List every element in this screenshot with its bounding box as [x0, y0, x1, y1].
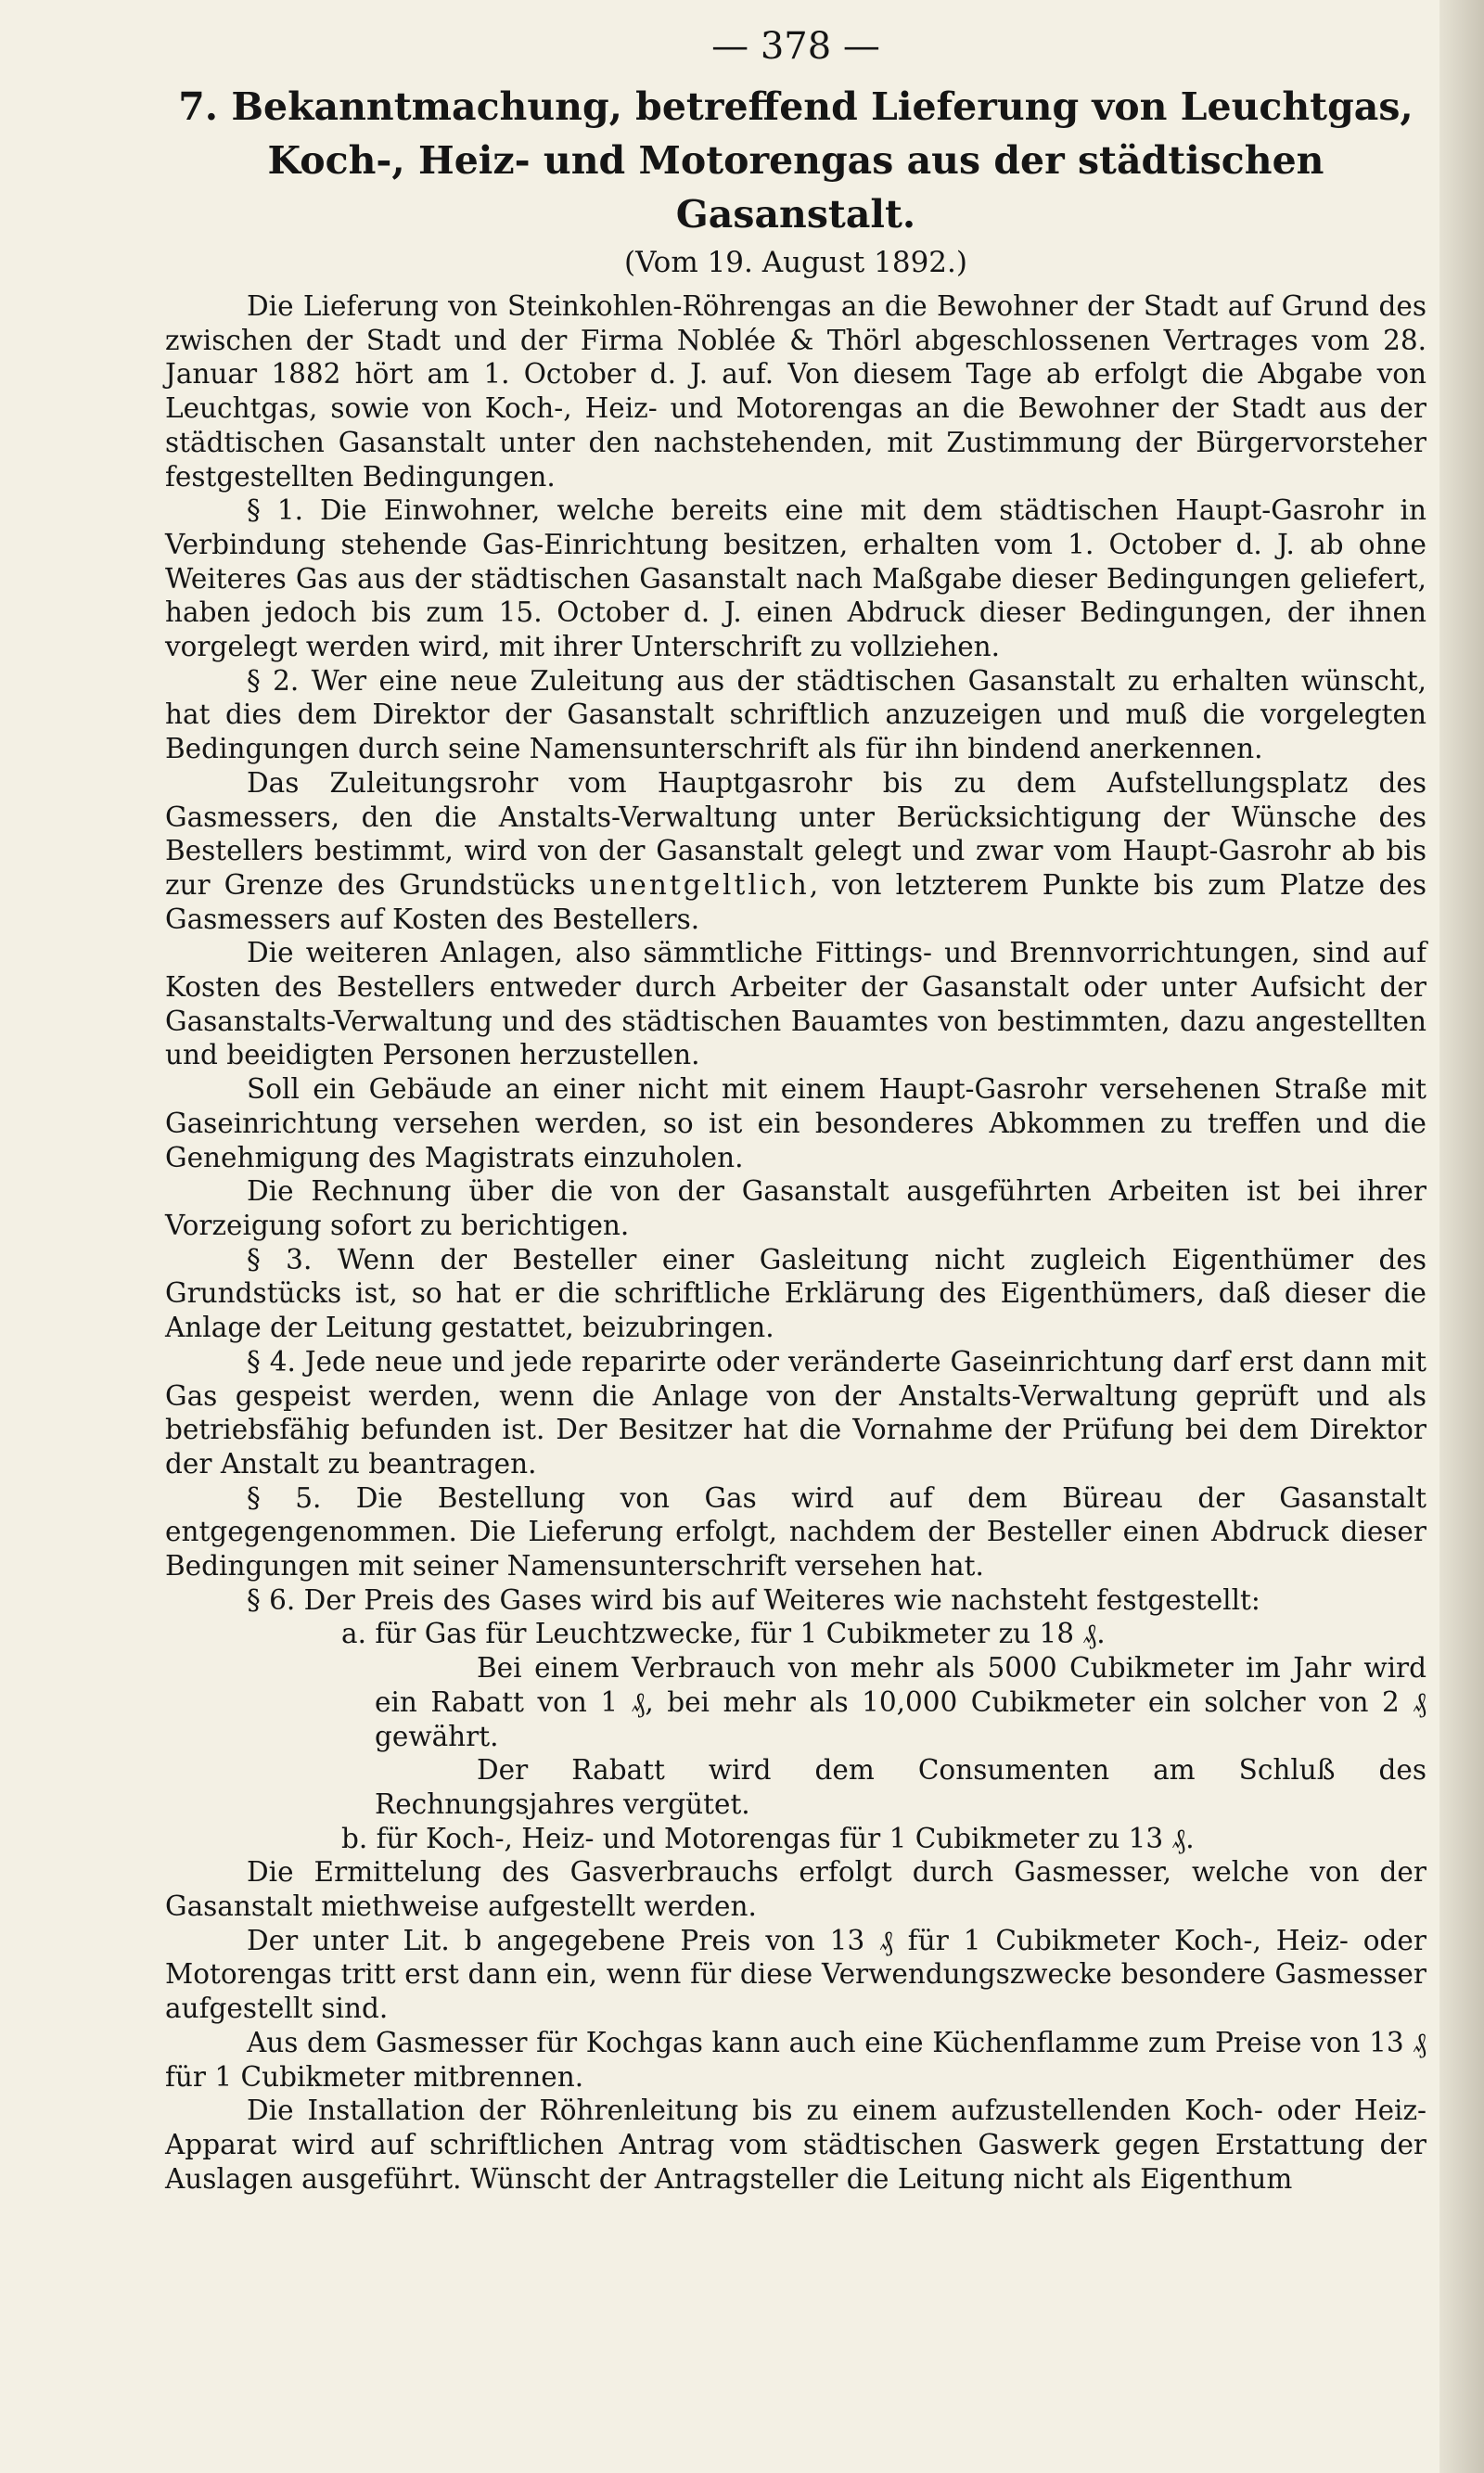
- section-1-paragraph: § 1. Die Einwohner, welche bereits eine mit dem städtischen Haupt-Gasrohr in Verbindung stehende Gas-Einrichtung besitzen, erhalten vom 1. October d. J. ab ohne Weiteres Gas aus der städtischen Gasanstalt nach Maßgabe dieser Bedingungen geliefert, haben jedoch bis zum 15. October d. J. einen Abdruck dieser Bedingungen, der ihnen vorgelegt werden wird, mit ihrer Unterschrift zu vollziehen.: [165, 494, 1426, 663]
- price-item-a-rebate: Bei einem Verbrauch von mehr als 5000 Cubikmeter im Jahr wird ein Rabatt von 1 ₰, bei mehr als 10,000 Cubikmeter ein solcher von 2 ₰ gewährt.: [375, 1652, 1426, 1752]
- page-edge-shadow: [1439, 0, 1484, 2473]
- price-condition-paragraph: Der unter Lit. b angegebene Preis von 13 ₰ für 1 Cubikmeter Koch-, Heiz- oder Motorengas tritt erst dann ein, wenn für diese Verwendungszwecke besondere Gasmesser aufgestellt sind.: [165, 1924, 1426, 2025]
- price-item-a-rebate-payment: Der Rabatt wird dem Consumenten am Schluß des Rechnungsjahres vergütet.: [375, 1754, 1426, 1820]
- section-6-paragraph: § 6. Der Preis des Gases wird bis auf Weiteres wie nachsteht festgestellt:: [247, 1583, 1260, 1616]
- pipe-text-emphasis: unentgeltlich: [589, 868, 810, 901]
- gas-meter-paragraph: Die Ermittelung des Gasverbrauchs erfolgt durch Gasmesser, welche von der Gasanstalt miethweise aufgestellt werden.: [165, 1856, 1426, 1923]
- intro-paragraph: Die Lieferung von Steinkohlen-Röhrengas an die Bewohner der Stadt auf Grund des zwischen der Stadt und der Firma Noblée & Thörl abgeschlossenen Vertrages vom 28. Januar 1882 hört am 1. October d. J. auf. Von diesem Tage ab erfolgt die Abgabe von Leuchtgas, sowie von Koch-, Heiz- und Motorengas an die Bewohner der Stadt aus der städtischen Gasanstalt unter den nachstehenden, mit Zustimmung der Bürgervorsteher festgestellten Bedingungen.: [165, 290, 1426, 493]
- pipe-text-end: , von letzterem Punkte bis zum Platze des Gasmessers auf Kosten des Bestellers.: [165, 868, 1426, 935]
- section-2-paragraph: § 2. Wer eine neue Zuleitung aus der städtischen Gasanstalt zu erhalten wünscht, hat dies dem Direktor der Gasanstalt schriftlich anzuzeigen und muß die vorgelegten Bedingungen durch seine Namensunterschrift als für ihn bindend anerkennen.: [165, 664, 1426, 765]
- section-3-paragraph: § 3. Wenn der Besteller einer Gasleitung nicht zugleich Eigenthümer des Grundstücks ist, so hat er die schriftliche Erklärung des Eigenthümers, daß dieser die Anlage der Leitung gestattet, beizubringen.: [165, 1243, 1426, 1344]
- price-item-a: a. für Gas für Leuchtzwecke, für 1 Cubikmeter zu 18 ₰.: [341, 1618, 1106, 1650]
- page-number: — 378 —: [711, 25, 880, 68]
- section-2-pipe-paragraph: [165, 766, 1426, 937]
- installation-paragraph: Die Installation der Röhrenleitung bis zu einem aufzustellenden Koch- oder Heiz-Apparat wird auf schriftlichen Antrag vom städtischen Gaswerk gegen Erstattung der Auslagen ausgeführt. Wünscht der Antragsteller die Leitung nicht als Eigenthum: [165, 2095, 1426, 2195]
- subtitle-date: (Vom 19. August 1892.): [624, 246, 967, 279]
- price-item-b: b. für Koch-, Heiz- und Motorengas für 1 Cubikmeter zu 13 ₰.: [341, 1822, 1195, 1854]
- section-2-installations-paragraph: Die weiteren Anlagen, also sämmtliche Fittings- und Brennvorrichtungen, sind auf Kosten des Bestellers entweder durch Arbeiter der Gasanstalt oder unter Aufsicht der Gasanstalts-Verwaltung und des städtischen Bauamtes von bestimmten, dazu angestellten und beeidigten Personen herzustellen.: [165, 937, 1426, 1071]
- document-content: [165, 20, 1426, 2196]
- section-5-paragraph: § 5. Die Bestellung von Gas wird auf dem Büreau der Gasanstalt entgegengenommen. Die Lieferung erfolgt, nachdem der Besteller einen Abdruck dieser Bedingungen mit seiner Namensunterschrift versehen hat.: [165, 1481, 1426, 1582]
- title-line-1: 7. Bekanntmachung, betreffend Lieferung von Leuchtgas,: [178, 84, 1414, 129]
- section-4-paragraph: § 4. Jede neue und jede reparirte oder veränderte Gaseinrichtung darf erst dann mit Gas gespeist werden, wenn die Anlage von der Anstalts-Verwaltung geprüft und als betriebsfähig befunden ist. Der Besitzer hat die Vornahme der Prüfung bei dem Direktor der Anstalt zu beantragen.: [165, 1345, 1426, 1480]
- section-2-street-paragraph: Soll ein Gebäude an einer nicht mit einem Haupt-Gasrohr versehenen Straße mit Gaseinrichtung versehen werden, so ist ein besonderes Abkommen zu treffen und die Genehmigung des Magistrats einzuholen.: [165, 1073, 1426, 1173]
- kitchen-flame-paragraph: Aus dem Gasmesser für Kochgas kann auch eine Küchenflamme zum Preise von 13 ₰ für 1 Cubikmeter mitbrennen.: [165, 2026, 1426, 2093]
- section-2-invoice-paragraph: Die Rechnung über die von der Gasanstalt ausgeführten Arbeiten ist bei ihrer Vorzeigung sofort zu berichtigen.: [165, 1175, 1426, 1241]
- pipe-text-start: Das Zuleitungsrohr vom Hauptgasrohr bis zu dem Aufstellungsplatz des Gasmessers, den die Anstalts-Verwaltung unter Berücksichtigung der Wünsche des Bestellers bestimmt, wird von der Gasanstalt gelegt und zwar vom Haupt-Gasrohr ab bis zur Grenze des Grundstücks: [165, 766, 1426, 901]
- title-line-2: Koch-, Heiz- und Motorengas aus der städtischen Gasanstalt.: [267, 138, 1324, 237]
